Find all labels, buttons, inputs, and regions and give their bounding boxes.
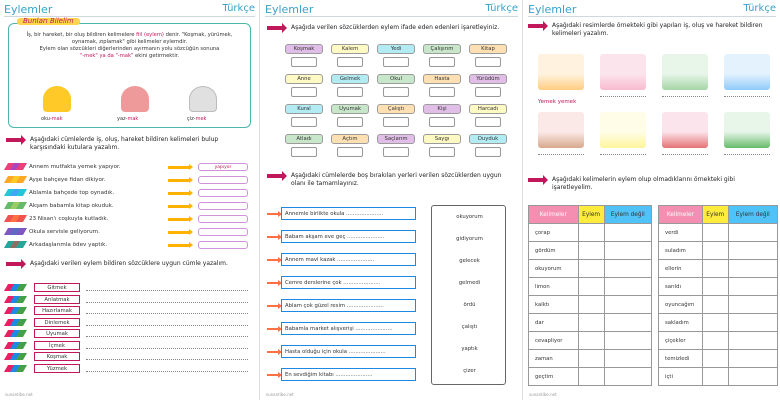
word-cell[interactable]: suladım: [659, 242, 703, 260]
table-row: [659, 368, 778, 386]
sentence-row[interactable]: [6, 240, 176, 250]
arrow-icon[interactable]: [267, 236, 279, 238]
instruction-1: Aşağıda verilen sözcüklerden eylem ifade eden edenleri işaretleyiniz.: [267, 24, 515, 32]
word-cell[interactable]: Harcadı: [469, 104, 507, 114]
word-box[interactable]: Dinlemek: [34, 318, 80, 327]
verb-checkbox[interactable]: [578, 260, 604, 278]
bubble-child-picture[interactable]: [600, 54, 646, 90]
arrow-icon[interactable]: [168, 205, 190, 208]
word-cell[interactable]: temizledi: [659, 350, 703, 368]
arrow-icon[interactable]: [267, 328, 279, 330]
word-cell[interactable]: Yürüdüm: [469, 74, 507, 84]
figure-label-3: çiz-mek: [187, 116, 207, 122]
header-verb: Eylem: [578, 206, 604, 224]
sentence-box[interactable]: Babamla market alışverişi ......................: [281, 322, 416, 335]
ball-child-picture[interactable]: [724, 54, 770, 90]
drawing-child-illustration: [189, 86, 217, 112]
word-box[interactable]: Gitmek: [34, 283, 80, 292]
word-box[interactable]: Koşmak: [34, 352, 80, 361]
checkbox-box[interactable]: [429, 147, 455, 157]
chevron-icon[interactable]: [6, 342, 24, 349]
footer-text: sunantibe.net: [529, 392, 557, 397]
arrow-icon[interactable]: [267, 259, 279, 261]
word-cell[interactable]: sakladım: [659, 314, 703, 332]
word-cell[interactable]: içti: [659, 368, 703, 386]
answer-line[interactable]: [86, 302, 248, 303]
not-verb-checkbox[interactable]: [728, 278, 777, 296]
arrow-icon[interactable]: [267, 282, 279, 284]
table-row: [529, 260, 652, 278]
arrow-icon: [528, 24, 544, 28]
arrow-icon: [267, 174, 283, 178]
word-option[interactable]: ördü: [463, 302, 476, 308]
table-row: [659, 314, 778, 332]
page-title: Eylemler: [528, 3, 577, 16]
sentence-box[interactable]: En sevdiğim kitabı ......................: [281, 368, 416, 381]
word-box[interactable]: Uyumak: [34, 329, 80, 338]
arrow-icon: [528, 178, 544, 182]
footer-text: sunantibe.net: [266, 392, 294, 397]
sentence-text[interactable]: Ayşe bahçeye fidan dikiyor.: [29, 177, 106, 183]
not-verb-checkbox[interactable]: [728, 368, 777, 386]
table-row: [659, 332, 778, 350]
page-header: [528, 3, 776, 17]
answer-line[interactable]: [724, 96, 770, 97]
checkbox-box[interactable]: [291, 57, 317, 67]
word-option[interactable]: çalıştı: [461, 324, 478, 330]
reading-child-illustration: [43, 86, 71, 112]
answer-line[interactable]: [86, 348, 248, 349]
word-cell[interactable]: verdi: [659, 224, 703, 242]
cycling-child-picture[interactable]: [724, 112, 770, 148]
checkbox-box[interactable]: [337, 57, 363, 67]
not-verb-checkbox[interactable]: [728, 260, 777, 278]
table-row: [529, 314, 652, 332]
info-text-4: ekini getirmektir.: [133, 53, 180, 59]
info-text-2: denir. "Koşmak, yürümek, oynamak, zıplamak" gibi kelimeler eylemdir.: [71, 32, 233, 45]
checkbox-box[interactable]: [291, 87, 317, 97]
sentence-row[interactable]: [6, 201, 176, 211]
sentence-box[interactable]: Babam akşam eve geç ......................: [281, 230, 416, 243]
arrow-icon[interactable]: [168, 244, 190, 247]
not-verb-checkbox[interactable]: [604, 368, 651, 386]
word-cell[interactable]: Anne: [285, 74, 323, 84]
sun-picture[interactable]: [600, 112, 646, 148]
info-title: Bunları Bilelim: [17, 18, 80, 25]
sentence-text[interactable]: Okula servisle geliyorum.: [29, 229, 100, 235]
sentence-text[interactable]: 23 Nisan'ı coşkuyla kutladık.: [29, 216, 109, 222]
table-row: [529, 278, 652, 296]
chevron-icon[interactable]: [6, 353, 24, 360]
word-option[interactable]: gelecek: [459, 258, 480, 264]
checkbox-box[interactable]: [475, 57, 501, 67]
table-row: [529, 242, 652, 260]
verb-checkbox[interactable]: [578, 296, 604, 314]
verb-checkbox[interactable]: [702, 278, 728, 296]
example-figures: [29, 84, 239, 124]
not-verb-checkbox[interactable]: [604, 242, 651, 260]
word-cell[interactable]: Açtım: [331, 134, 369, 144]
answer-line[interactable]: [86, 359, 248, 360]
table-row: [529, 350, 652, 368]
header-verb: Eylem: [702, 206, 728, 224]
chevron-icon[interactable]: [6, 319, 24, 326]
checkbox-box[interactable]: [337, 87, 363, 97]
verb-checkbox[interactable]: [702, 350, 728, 368]
verb-table-left: [528, 205, 652, 386]
sentence-box[interactable]: Annem mavi kazak ......................: [281, 253, 416, 266]
word-cell[interactable]: Kalem: [331, 44, 369, 54]
word-cell[interactable]: okuyorum: [529, 260, 579, 278]
worksheet-page-1: [0, 0, 260, 400]
chevron-icon[interactable]: [6, 189, 24, 196]
sentence-box[interactable]: Cemre derslerine çok ......................: [281, 276, 416, 289]
not-verb-checkbox[interactable]: [728, 332, 777, 350]
sentence-text[interactable]: Arkadaşlarımla ödev yaptık.: [29, 242, 108, 248]
writing-child-illustration: [121, 86, 149, 112]
instruction-1: Aşağıdaki cümlelerde iş, oluş, hareket bildiren kelimeleri bulup karşısındaki kutulara yazalım.: [6, 136, 254, 152]
sentence-text[interactable]: Ablamla bahçede top oynadık.: [29, 190, 115, 196]
arrow-icon[interactable]: [267, 305, 279, 307]
word-cell[interactable]: ellerin: [659, 260, 703, 278]
not-verb-checkbox[interactable]: [728, 242, 777, 260]
sentence-row[interactable]: [6, 162, 176, 172]
example-caption: Yemek yemek: [538, 99, 577, 105]
checkbox-box[interactable]: [337, 117, 363, 127]
eating-child-picture[interactable]: [538, 54, 584, 90]
word-cell[interactable]: kalktı: [529, 296, 579, 314]
word-cell[interactable]: Koşmak: [285, 44, 323, 54]
table-row: [529, 332, 652, 350]
word-option[interactable]: gidiyorum: [456, 236, 483, 242]
word-option[interactable]: gelmedi: [458, 280, 481, 286]
word-cell[interactable]: Atladı: [285, 134, 323, 144]
table-row: [529, 296, 652, 314]
verb-checkbox[interactable]: [702, 368, 728, 386]
chevron-icon[interactable]: [6, 365, 24, 372]
table-row: [659, 242, 778, 260]
answer-box[interactable]: [198, 202, 248, 210]
page-header: [265, 3, 518, 17]
verb-checkbox[interactable]: [702, 224, 728, 242]
checkbox-box[interactable]: [475, 117, 501, 127]
sentence-row[interactable]: [6, 188, 176, 198]
checkbox-box[interactable]: [383, 147, 409, 157]
header-not-verb: Eylem değil: [728, 206, 777, 224]
answer-box[interactable]: [198, 241, 248, 249]
not-verb-checkbox[interactable]: [728, 224, 777, 242]
word-cell[interactable]: Gelmek: [331, 74, 369, 84]
instruction-2: Aşağıdaki verilen eylem bildiren sözcüklere uygun cümle yazalım.: [6, 260, 254, 268]
word-cell[interactable]: Kişi: [423, 104, 461, 114]
checkbox-box[interactable]: [383, 117, 409, 127]
info-text-1: İş, bir hareket, bir oluş bildiren kelimelere: [26, 32, 137, 38]
checkbox-box[interactable]: [429, 57, 455, 67]
sentence-box[interactable]: Ablam çok güzel resim ......................: [281, 299, 416, 312]
answer-box[interactable]: [198, 176, 248, 184]
arrow-icon[interactable]: [267, 213, 279, 215]
not-verb-checkbox[interactable]: [604, 314, 651, 332]
worksheet-page-3: [524, 0, 780, 400]
header-not-verb: Eylem değil: [604, 206, 651, 224]
checkbox-box[interactable]: [429, 117, 455, 127]
not-verb-checkbox[interactable]: [604, 224, 651, 242]
chevron-icon[interactable]: [6, 163, 24, 170]
sentence-text[interactable]: Annem mutfakta yemek yapıyor.: [29, 164, 121, 170]
sentence-text[interactable]: Akşam babamla kitap okuduk.: [29, 203, 114, 209]
answer-box[interactable]: [198, 228, 248, 236]
arrow-icon[interactable]: [168, 179, 190, 182]
word-cell[interactable]: çorap: [529, 224, 579, 242]
checkbox-box[interactable]: [475, 147, 501, 157]
verb-checkbox[interactable]: [578, 224, 604, 242]
word-cell[interactable]: Duyduk: [469, 134, 507, 144]
not-verb-checkbox[interactable]: [604, 278, 651, 296]
verb-checkbox[interactable]: [578, 314, 604, 332]
word-box[interactable]: İçmek: [34, 341, 80, 350]
sentence-row[interactable]: [6, 175, 176, 185]
verb-checkbox[interactable]: [702, 332, 728, 350]
info-highlight: fiil (eylem): [136, 32, 164, 38]
arrow-icon: [6, 262, 22, 266]
arrow-icon[interactable]: [168, 231, 190, 234]
arrow-icon[interactable]: [267, 374, 279, 376]
chevron-icon[interactable]: [6, 176, 24, 183]
page-header: [4, 3, 255, 17]
chevron-icon[interactable]: [6, 296, 24, 303]
word-cell[interactable]: cevapliyor: [529, 332, 579, 350]
not-verb-checkbox[interactable]: [728, 296, 777, 314]
chevron-icon[interactable]: [6, 241, 24, 248]
chevron-icon[interactable]: [6, 228, 24, 235]
table-row: [659, 260, 778, 278]
arrow-icon: [6, 138, 22, 142]
fire-picture[interactable]: [662, 112, 708, 148]
arrow-icon[interactable]: [168, 192, 190, 195]
table-row: [529, 224, 652, 242]
footer-text: sunantibe.net: [5, 392, 33, 397]
chevron-icon[interactable]: [6, 284, 24, 291]
answer-line[interactable]: [662, 154, 708, 155]
checkbox-box[interactable]: [383, 87, 409, 97]
word-option[interactable]: çizer: [463, 368, 476, 374]
word-cell[interactable]: Saygı: [423, 134, 461, 144]
checkbox-box[interactable]: [383, 57, 409, 67]
answer-line[interactable]: [86, 325, 248, 326]
answer-box[interactable]: [198, 215, 248, 223]
answer-line[interactable]: [86, 290, 248, 291]
info-box: [8, 17, 251, 128]
garden-child-picture[interactable]: [662, 54, 708, 90]
arrow-icon[interactable]: [168, 166, 190, 169]
sentence-box[interactable]: Annemle birlikte okula ......................: [281, 207, 416, 220]
table-row: [529, 368, 652, 386]
not-verb-checkbox[interactable]: [604, 350, 651, 368]
verb-checkbox[interactable]: [578, 350, 604, 368]
word-option[interactable]: yaptık: [461, 346, 478, 352]
word-box[interactable]: Hazırlamak: [34, 306, 80, 315]
table-row: [659, 350, 778, 368]
verb-checkbox[interactable]: [578, 368, 604, 386]
not-verb-checkbox[interactable]: [728, 350, 777, 368]
not-verb-checkbox[interactable]: [604, 332, 651, 350]
answer-box[interactable]: yapıyor: [198, 163, 248, 171]
chevron-icon[interactable]: [6, 215, 24, 222]
header-words: Kelimeler: [659, 206, 703, 224]
sentence-box[interactable]: Hasta olduğu için okula ......................: [281, 345, 416, 358]
subject-label: Türkçe: [743, 3, 776, 14]
word-option[interactable]: okuyorum: [456, 214, 483, 220]
word-cell[interactable]: Çalışırım: [423, 44, 461, 54]
word-box[interactable]: Anlatmak: [34, 295, 80, 304]
answer-line[interactable]: [86, 313, 248, 314]
verb-checkbox[interactable]: [702, 296, 728, 314]
checkbox-box[interactable]: [429, 87, 455, 97]
word-cell[interactable]: Yedi: [377, 44, 415, 54]
chevron-icon[interactable]: [6, 307, 24, 314]
word-cell[interactable]: sarıldı: [659, 278, 703, 296]
word-list-box: [431, 205, 506, 385]
word-cell[interactable]: geçtim: [529, 368, 579, 386]
chevron-icon[interactable]: [6, 202, 24, 209]
not-verb-checkbox[interactable]: [728, 314, 777, 332]
page-title: Eylemler: [4, 3, 53, 16]
worksheet-page-2: [261, 0, 523, 400]
checkbox-box[interactable]: [475, 87, 501, 97]
word-cell[interactable]: çiçekler: [659, 332, 703, 350]
verb-checkbox[interactable]: [702, 260, 728, 278]
subject-label: Türkçe: [222, 3, 255, 14]
word-cell[interactable]: dar: [529, 314, 579, 332]
checkbox-box[interactable]: [291, 117, 317, 127]
word-cell[interactable]: gördüm: [529, 242, 579, 260]
answer-line[interactable]: [662, 96, 708, 97]
sentence-row[interactable]: [6, 227, 176, 237]
table-row: [659, 296, 778, 314]
word-cell[interactable]: Çalıştı: [377, 104, 415, 114]
word-cell[interactable]: Saçlarım: [377, 134, 415, 144]
table-row: [659, 224, 778, 242]
word-cell[interactable]: Kitap: [469, 44, 507, 54]
sentence-row[interactable]: [6, 214, 176, 224]
info-suffix: "-mek" ya da "-mak": [79, 53, 134, 59]
instruction-2: Aşağıdaki kelimelerin eylem olup olmadıklarını örnekteki gibi işaretleyelim.: [528, 176, 776, 192]
instruction-2: Aşağıdaki cümlelerde boş bırakılan yerleri verilen sözcüklerden uygun olanı ile tamamlayınız.: [267, 172, 515, 188]
not-verb-checkbox[interactable]: [604, 260, 651, 278]
word-cell[interactable]: Kural: [285, 104, 323, 114]
answer-line[interactable]: [724, 154, 770, 155]
figure-label-2: yaz-mak: [117, 116, 139, 122]
word-box[interactable]: Yüzmek: [34, 364, 80, 373]
arrow-icon[interactable]: [168, 218, 190, 221]
answer-line[interactable]: [600, 154, 646, 155]
verb-checkbox[interactable]: [702, 314, 728, 332]
answer-line[interactable]: [86, 371, 248, 372]
word-cell[interactable]: zaman: [529, 350, 579, 368]
answer-box[interactable]: [198, 189, 248, 197]
word-cell[interactable]: oyuncağım: [659, 296, 703, 314]
arrow-icon: [267, 26, 283, 30]
verb-checkbox[interactable]: [578, 242, 604, 260]
verb-checkbox[interactable]: [578, 278, 604, 296]
answer-line[interactable]: [538, 154, 584, 155]
header-words: Kelimeler: [529, 206, 579, 224]
answer-line[interactable]: [86, 336, 248, 337]
verb-checkbox[interactable]: [702, 242, 728, 260]
instruction-1: Aşağıdaki resimlerde örnekteki gibi yapılan iş, oluş ve hareket bildiren kelimeleri yazalım.: [528, 22, 776, 38]
table-row: [659, 278, 778, 296]
verb-checkbox[interactable]: [578, 332, 604, 350]
chevron-icon[interactable]: [6, 330, 24, 337]
verb-table-right: [658, 205, 778, 386]
subject-label: Türkçe: [485, 3, 518, 14]
answer-line[interactable]: [600, 96, 646, 97]
sleeping-child-picture[interactable]: [538, 112, 584, 148]
checkbox-box[interactable]: [337, 147, 363, 157]
info-text-3: Eylem olan sözcükleri diğerlerinden ayırmanın yolu sözcüğün sonuna: [39, 46, 220, 52]
page-title: Eylemler: [265, 3, 314, 16]
not-verb-checkbox[interactable]: [604, 296, 651, 314]
info-text: [15, 32, 244, 60]
word-cell[interactable]: limon: [529, 278, 579, 296]
word-cell[interactable]: Okul: [377, 74, 415, 84]
arrow-icon[interactable]: [267, 351, 279, 353]
figure-label-1: oku-mak: [41, 116, 63, 122]
word-cell[interactable]: Uyumak: [331, 104, 369, 114]
word-cell[interactable]: Hasta: [423, 74, 461, 84]
checkbox-box[interactable]: [291, 147, 317, 157]
